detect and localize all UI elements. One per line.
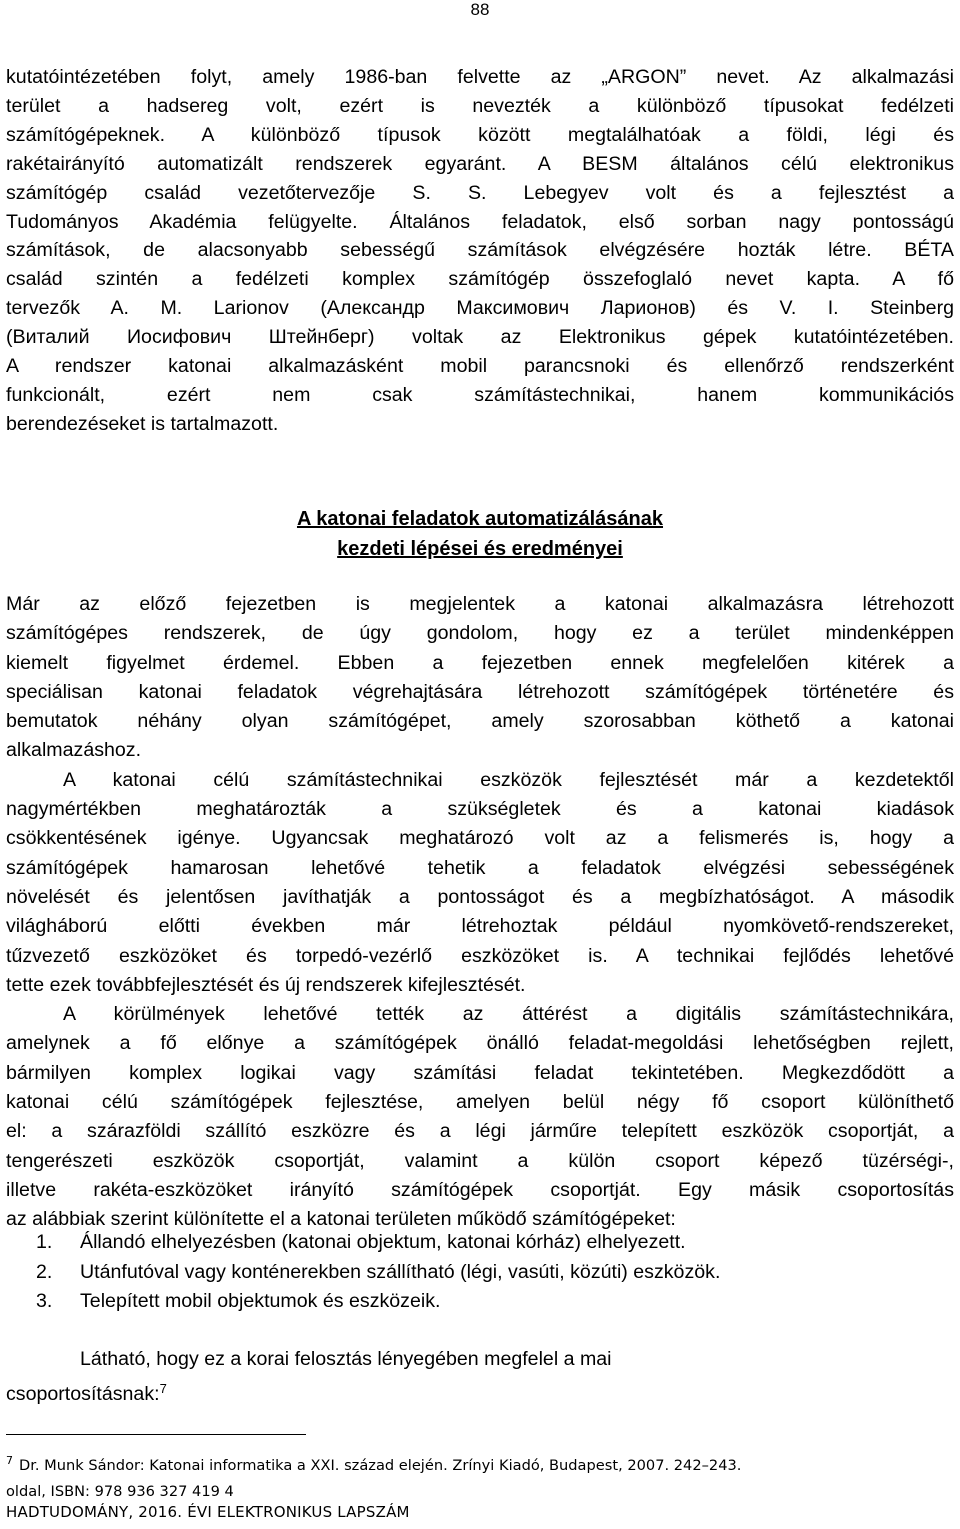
- list-number: 3.: [36, 1290, 53, 1313]
- text-line: terület a hadsereg volt, ezért is nevezték a különböző típusokat fedélzeti: [6, 94, 954, 117]
- text-line: [6, 1374, 954, 1409]
- text-line: bemutatok néhány olyan számítógépet, amely szorosabban köthető a katonai: [6, 710, 954, 733]
- text-line: speciálisan katonai feladatok végrehajtására létrehozott számítógépek történetére és: [6, 680, 954, 703]
- footnote-reference[interactable]: 7: [159, 1381, 167, 1396]
- text-line: számítógép család vezetőtervezője S. S. Lebegyev volt és a fejlesztést a: [6, 181, 954, 204]
- text-line: A körülmények lehetővé tették az áttérést a digitális számítástechnikára,: [63, 1003, 954, 1026]
- footnote-number: 7: [6, 1454, 13, 1467]
- text-line: számítógépes rendszerek, de úgy gondolom, hogy ez a terület mindenképpen: [6, 622, 954, 645]
- text-line: kiemelt figyelmet érdemel. Ebben a fejezetben ennek megfelelően kitérek a: [6, 651, 954, 674]
- text-line: tervezők A. M. Larionov (Александр Максимович Ларионов) és V. I. Steinberg: [6, 297, 954, 320]
- footnote: [6, 1448, 954, 1505]
- list-item: [36, 1287, 720, 1317]
- list-text: Telepített mobil objektumok és eszközeik.: [80, 1290, 441, 1313]
- text-line: alkalmazáshoz.: [6, 739, 142, 762]
- page-number: 88: [470, 0, 490, 19]
- list-item: [36, 1228, 720, 1258]
- text-line: illetve rakéta-eszközöket irányító számítógépek csoportját. Egy másik csoportosítás: [6, 1178, 954, 1201]
- closing-text: csoportosításnak:: [6, 1383, 160, 1405]
- text-line: katonai célú számítógépek fejlesztése, amelyen belül négy fő csoport különíthető: [6, 1091, 954, 1114]
- footnote-separator: [6, 1434, 306, 1435]
- closing-paragraph: [6, 1345, 954, 1409]
- paragraph-body: [6, 590, 954, 1235]
- text-line: tengerészeti eszközök csoportját, valamint a külön csoport képező tüzérségi-,: [6, 1149, 954, 1172]
- text-line: Tudományos Akadémia felügyelte. Általános feladatok, első sorban nagy pontosságú: [6, 210, 954, 233]
- text-line: tette ezek továbbfejlesztését és új rendszerek kifejlesztését.: [6, 973, 526, 996]
- footnote-text-line-1: Dr. Munk Sándor: Katonai informatika a XXI. század elején. Zrínyi Kiadó, Budapest, 2007. 242–243.: [19, 1457, 742, 1474]
- text-line: növelését és jelentősen javíthatják a pontosságot és a megbízhatóságot. A második: [6, 885, 954, 908]
- text-line: az alábbiak szerint különítette el a katonai területen működő számítógépeket:: [6, 1208, 676, 1231]
- text-line: számítások, de alacsonyabb sebességű számítások elvégzésére hozták létre. BÉTA: [6, 239, 954, 262]
- text-line: amelynek a fő előnye a számítógépek önálló feladat-megoldási lehetőségben rejlett,: [6, 1032, 954, 1055]
- text-line: Már az előző fejezetben is megjelentek a katonai alkalmazásra létrehozott: [6, 593, 954, 615]
- text-line: Látható, hogy ez a korai felosztás lényegében megfelel a mai: [80, 1348, 612, 1370]
- text-line: (Виталий Иосифович Штейнберг) voltak az Elektronikus gépek kutatóintézetében.: [6, 326, 954, 349]
- text-line: A rendszer katonai alkalmazásként mobil parancsnoki és ellenőrző rendszerként: [6, 355, 954, 378]
- text-line: rakétairányító automatizált rendszerek egyaránt. A BESM általános célú elektronikus: [6, 152, 954, 175]
- text-line: tűzvezető eszközöket és torpedó-vezérlő eszközöket is. A technikai fejlődés lehetővé: [6, 944, 954, 967]
- section-heading-line-2: kezdeti lépései és eredményei: [337, 538, 623, 560]
- text-line: el: a szárazföldi szállító eszközre és a légi járműre telepített eszközök csoportját, a: [6, 1120, 954, 1143]
- text-line: bármilyen komplex logikai vagy számítási feladat tekintetében. Megkezdődött a: [6, 1061, 954, 1084]
- text-line: csökkentésének igénye. Ugyancsak meghatározó volt az a felismerés is, hogy a: [6, 827, 954, 850]
- list-text: Utánfutóval vagy konténerekben szállítható (légi, vasúti, közúti) eszközök.: [80, 1260, 721, 1283]
- text-line: számítógépeknek. A különböző típusok között megtalálhatóak a földi, légi és: [6, 123, 954, 146]
- text-line: kutatóintézetében folyt, amely 1986-ban felvette az „ARGON” nevet. Az alkalmazási: [6, 66, 954, 88]
- text-line: berendezéseket is tartalmazott.: [6, 412, 279, 435]
- text-line: család szintén a fedélzeti komplex számítógép összefoglaló nevet kapta. A fő: [6, 268, 954, 291]
- section-heading-line-1: A katonai feladatok automatizálásának: [296, 508, 664, 530]
- text-line: számítógépek hamarosan lehetővé tehetik a feladatok elvégzési sebességének: [6, 856, 954, 879]
- text-line: A katonai célú számítástechnikai eszközök fejlesztését már a kezdetektől: [63, 768, 954, 791]
- footnote-text-line-2: oldal, ISBN: 978 936 327 419 4: [6, 1483, 234, 1500]
- numbered-list: [36, 1228, 720, 1317]
- text-line: nagymértékben meghatározták a szükségletek és a katonai kiadások: [6, 798, 954, 821]
- text-line: világháború előtti években már létrehoztak például nyomkövető-rendszereket,: [6, 915, 954, 938]
- list-number: 1.: [36, 1231, 53, 1254]
- list-item: [36, 1258, 720, 1288]
- list-text: Állandó elhelyezésben (katonai objektum, katonai kórház) elhelyezett.: [80, 1231, 686, 1254]
- paragraph-intro: [6, 63, 954, 439]
- list-number: 2.: [36, 1260, 53, 1283]
- text-line: funkcionált, ezért nem csak számítástechnikai, hanem kommunikációs: [6, 383, 954, 406]
- running-footer: HADTUDOMÁNY, 2016. ÉVI ELEKTRONIKUS LAPSZÁM: [6, 1503, 410, 1521]
